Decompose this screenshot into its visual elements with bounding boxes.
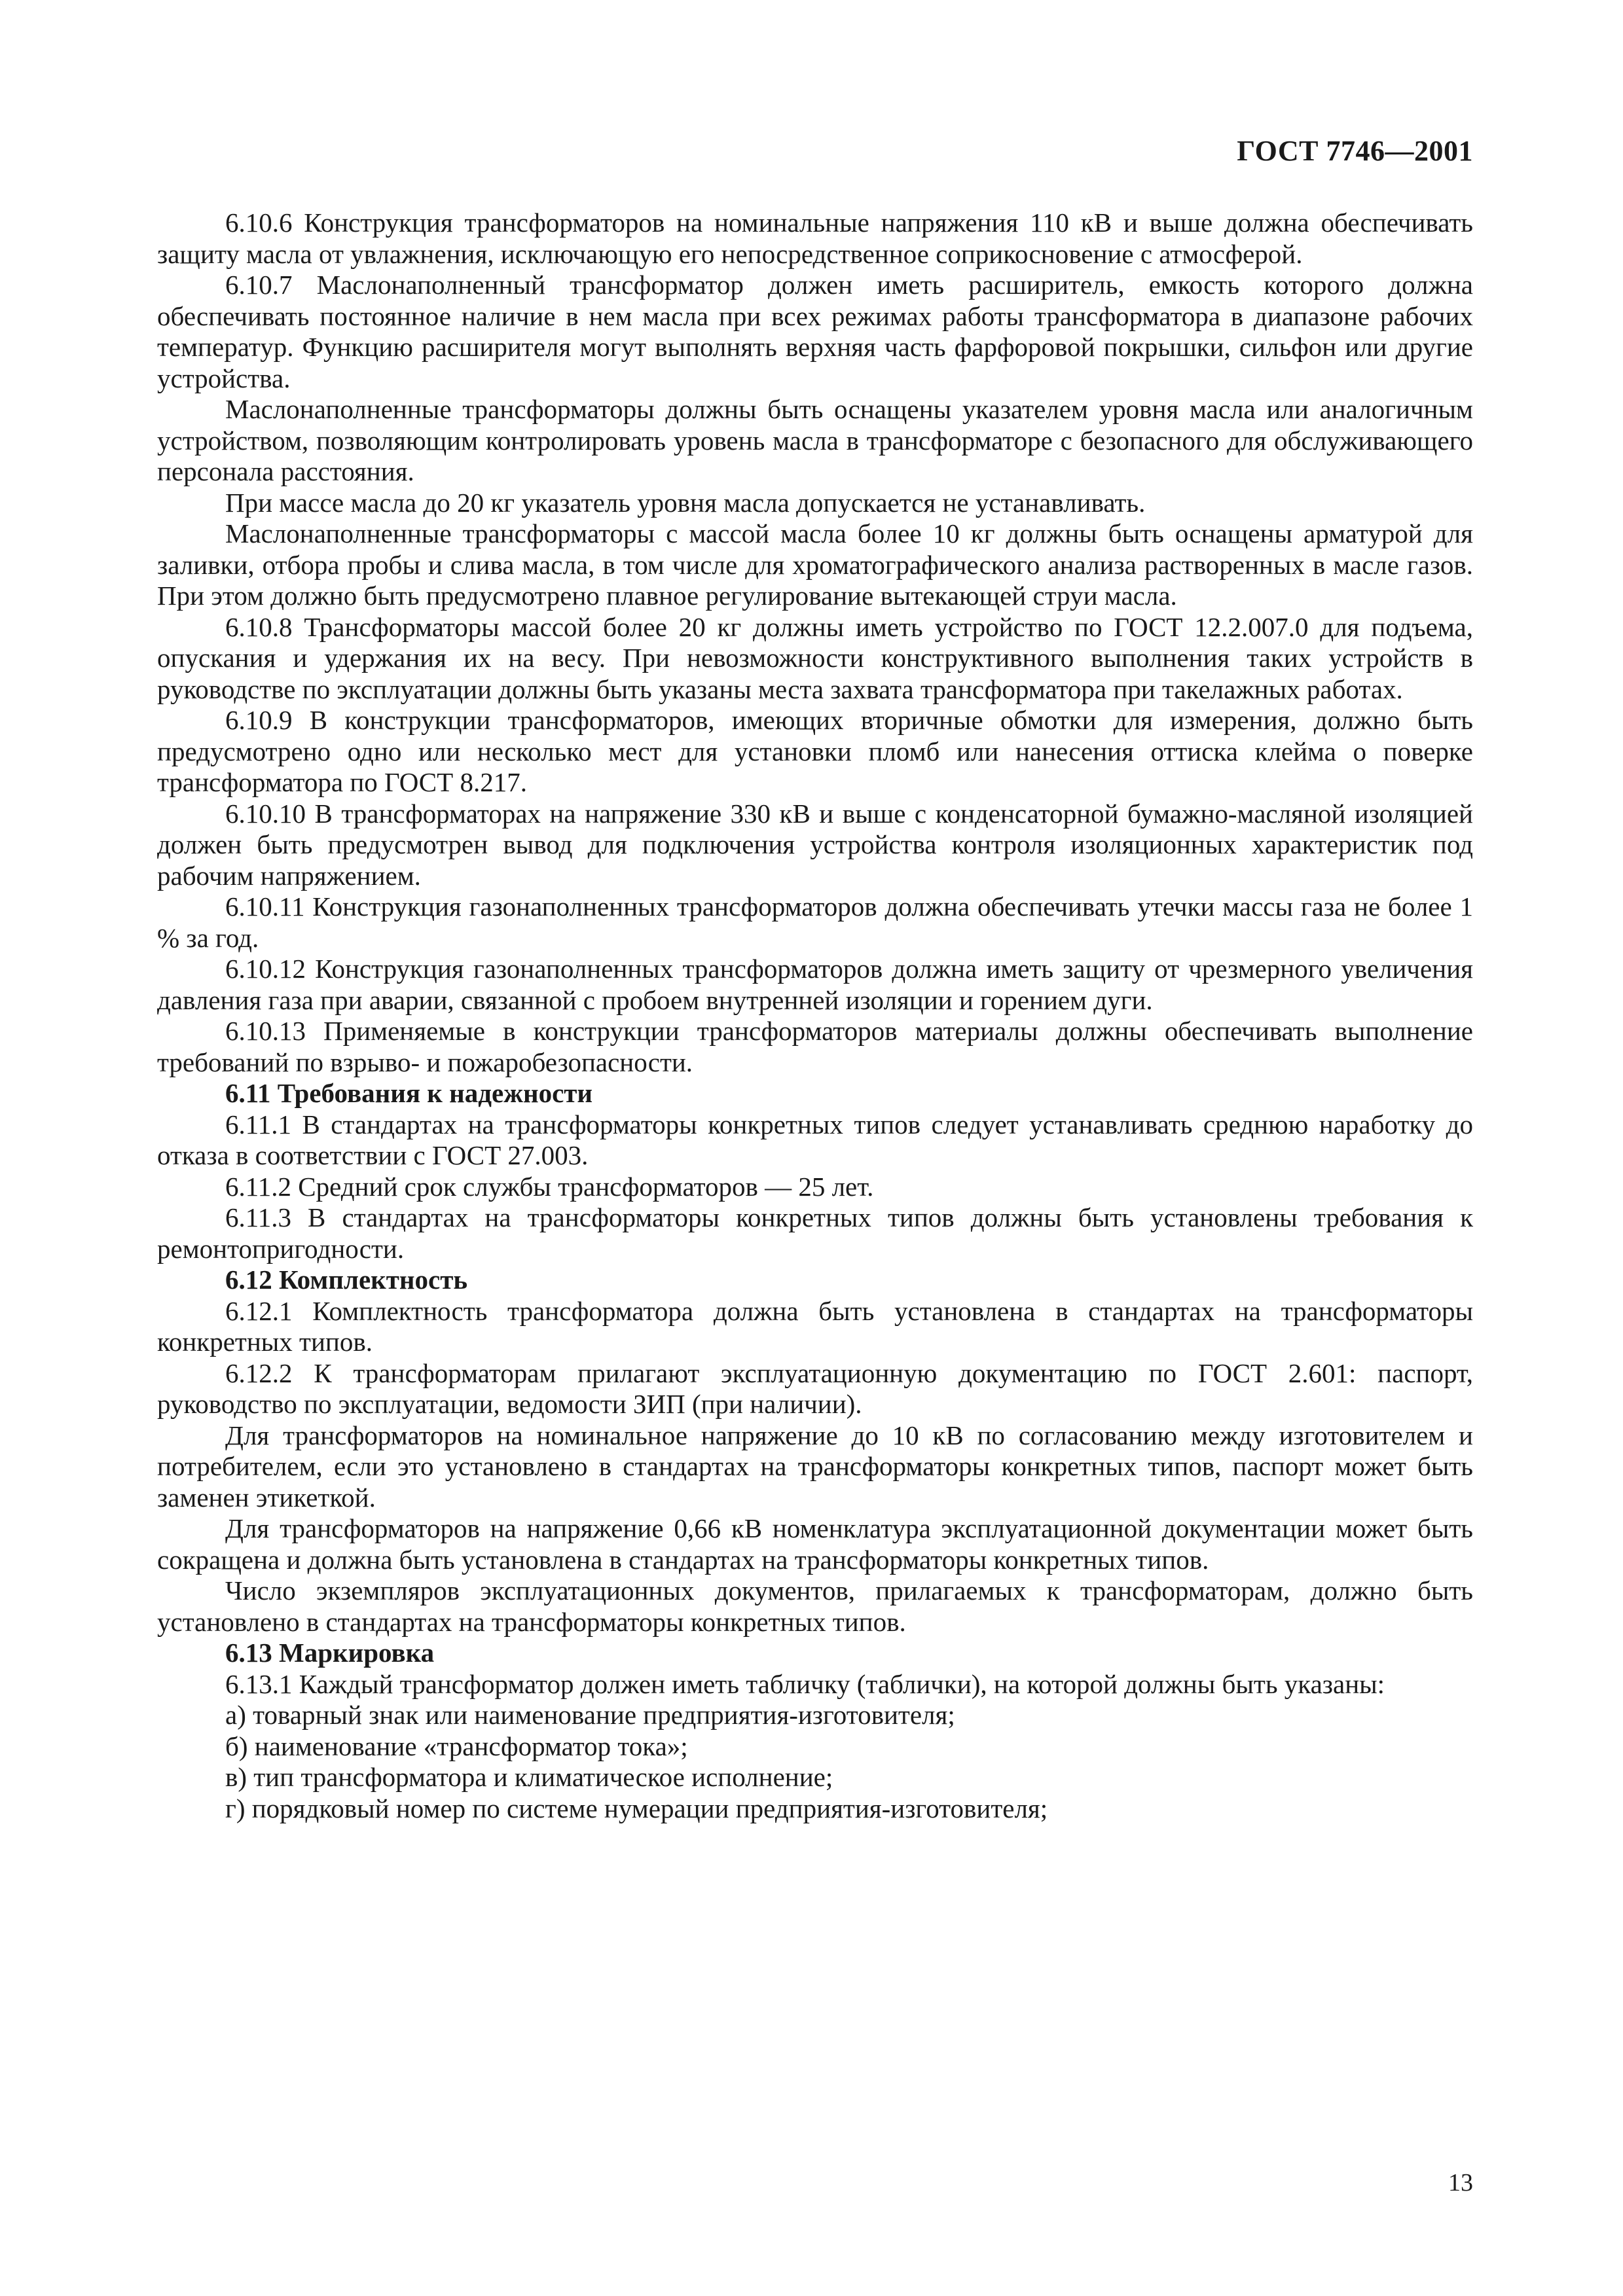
paragraph-6-12-2: 6.12.2 К трансформаторам прилагают эксплуатационную документацию по ГОСТ 2.601: паспорт, руководство по эксплуатации, ведомости ЗИП (при наличии). [157, 1357, 1473, 1419]
paragraph-6-10-10: 6.10.10 В трансформаторах на напряжение 330 кВ и выше с конденсаторной бумажно-масляной изоляцией должен быть предусмотрен вывод для подключения устройства контроля изоляционных характеристик под рабочим напряжением. [157, 798, 1473, 891]
paragraph: Маслонаполненные трансформаторы с массой масла более 10 кг должны быть оснащены арматурой для заливки, отбора пробы и слива масла, в том числе для хроматографического анализа растворенных в масле газов. При этом должно быть предусмотрено плавное регулирование вытекающей струи масла. [157, 518, 1473, 611]
paragraph-6-10-11: 6.10.11 Конструкция газонаполненных трансформаторов должна обеспечивать утечки массы газа не более 1 % за год. [157, 891, 1473, 953]
section-heading-6-11: 6.11 Требования к надежности [225, 1078, 593, 1108]
list-item: в) тип трансформатора и климатическое исполнение; [225, 1762, 833, 1792]
paragraph-6-10-9: 6.10.9 В конструкции трансформаторов, имеющих вторичные обмотки для измерения, должно быть предусмотрено одно или несколько мест для установки пломб или нанесения оттиска клейма о поверке трансформатора по ГОСТ 8.217. [157, 705, 1473, 797]
paragraph: При массе масла до 20 кг указатель уровня масла допускается не устанавливать. [225, 487, 1146, 518]
paragraph-6-10-12: 6.10.12 Конструкция газонаполненных трансформаторов должна иметь защиту от чрезмерного увеличения давления газа при аварии, связанной с пробоем внутренней изоляции и горением дуги. [157, 954, 1473, 1015]
paragraph-6-11-2: 6.11.2 Средний срок службы трансформаторов — 25 лет. [225, 1171, 874, 1202]
list-item: г) порядковый номер по системе нумерации предприятия-изготовителя; [225, 1793, 1048, 1823]
paragraph-6-10-8: 6.10.8 Трансформаторы массой более 20 кг должны иметь устройство по ГОСТ 12.2.007.0 для подъема, опускания и удержания их на весу. При невозможности конструктивного выполнения таких устройств в руководстве по эксплуатации должны быть указаны места захвата трансформатора при такелажных работах. [157, 611, 1473, 704]
paragraph-6-11-3: 6.11.3 В стандартах на трансформаторы конкретных типов должны быть установлены требования к ремонтопригодности. [157, 1202, 1473, 1264]
list-item: б) наименование «трансформатор тока»; [225, 1731, 688, 1761]
paragraph: Маслонаполненные трансформаторы должны быть оснащены указателем уровня масла или аналогичным устройством, позволяющим контролировать уровень масла в трансформаторе с безопасного для обслуживающего персонала расстояния. [157, 394, 1473, 486]
paragraph-6-11-1: 6.11.1 В стандартах на трансформаторы конкретных типов следует устанавливать среднюю наработку до отказа в соответствии с ГОСТ 27.003. [157, 1109, 1473, 1170]
paragraph-6-13-1: 6.13.1 Каждый трансформатор должен иметь табличку (таблички), на которой должны быть указаны: [225, 1668, 1385, 1699]
section-heading-6-13: 6.13 Маркировка [225, 1638, 435, 1668]
standard-header: ГОСТ 7746—2001 [1237, 135, 1473, 167]
paragraph-6-10-7: 6.10.7 Маслонаполненный трансформатор должен иметь расширитель, емкость которого должна обеспечивать постоянное наличие в нем масла при всех режимах работы трансформатора в диапазоне рабочих температур. Функцию расширителя могут выполнять верхняя часть фарфоровой покрышки, сильфон или другие устройства. [157, 270, 1473, 393]
body-text [157, 207, 1473, 1824]
paragraph-6-12-1: 6.12.1 Комплектность трансформатора должна быть установлена в стандартах на трансформаторы конкретных типов. [157, 1295, 1473, 1357]
paragraph-6-10-13: 6.10.13 Применяемые в конструкции трансформаторов материалы должны обеспечивать выполнение требований по взрыво- и пожаробезопасности. [157, 1016, 1473, 1077]
paragraph: Число экземпляров эксплуатационных документов, прилагаемых к трансформаторам, должно быть установлено в стандартах на трансформаторы конкретных типов. [157, 1575, 1473, 1637]
page-number: 13 [1448, 2169, 1473, 2197]
list-item: а) товарный знак или наименование предприятия-изготовителя; [225, 1700, 955, 1730]
section-heading-6-12: 6.12 Комплектность [225, 1265, 468, 1295]
paragraph: Для трансформаторов на напряжение 0,66 кВ номенклатура эксплуатационной документации может быть сокращена и должна быть установлена в стандартах на трансформаторы конкретных типов. [157, 1513, 1473, 1575]
paragraph: Для трансформаторов на номинальное напряжение до 10 кВ по согласованию между изготовителем и потребителем, если это установлено в стандартах на трансформаторы конкретных типов, паспорт может быть заменен этикеткой. [157, 1420, 1473, 1513]
paragraph-6-10-6: 6.10.6 Конструкция трансформаторов на номинальные напряжения 110 кВ и выше должна обеспечивать защиту масла от увлажнения, исключающую его непосредственное соприкосновение с атмосферой. [157, 207, 1473, 269]
